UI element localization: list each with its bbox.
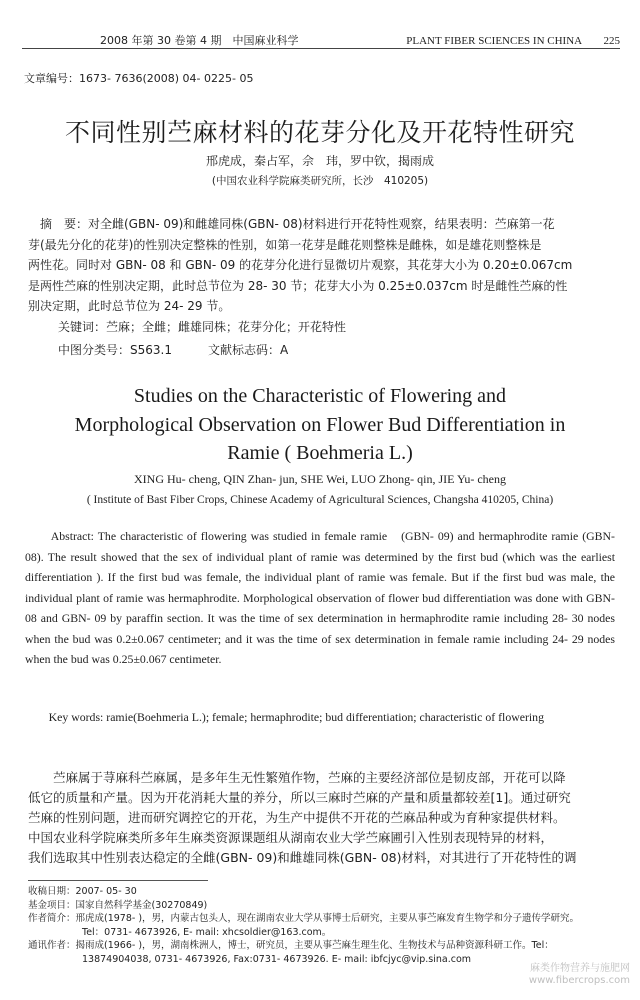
body-line: 低它的质量和产量。因为开花消耗大量的养分，所以三麻时苎麻的产量和质量都较差[1]。通过研究 <box>28 790 571 805</box>
footnote-divider <box>28 880 208 881</box>
abstract-line: 两性花。同时对 GBN- 08 和 GBN- 09 的花芽分化进行显微切片观察，其花芽大小为 0.20±0.067cm <box>28 258 573 272</box>
abstract-line: 摘 要：对全雌(GBN- 09)和雌雄同株(GBN- 08)材料进行开花特性观察，结果表明：苎麻第一花 <box>28 217 555 231</box>
abstract-line: 别决定期，此时总节位为 24- 29 节。 <box>28 299 231 313</box>
journal-issue: 2008 年第 30 卷第 4 期 中国麻业科学 <box>100 34 299 47</box>
running-header <box>22 30 620 49</box>
chinese-affiliation: (中国农业科学院麻类研究所，长沙 410205) <box>211 175 429 187</box>
footnote-corresponding-contact: 13874904038, 0731- 4673926, Fax:0731- 4673926. E- mail: ibfcjyc@vip.sina.com <box>82 953 472 965</box>
classification-number: 中图分类号：S563.1 文献标志码：A <box>58 343 289 357</box>
body-line: 我们选取其中性别表达稳定的全雌(GBN- 09)和雌雄同株(GBN- 08)材料，对其进行了开花特性的调 <box>28 850 577 865</box>
body-line: 中国农业科学院麻类所多年生麻类资源课题组从湖南农业大学苎麻圃引入性别表现特异的材料， <box>28 830 554 845</box>
footnote-funding: 基金项目：国家自然科学基金(30270849) <box>28 899 208 911</box>
journal-name-page: PLANT FIBER SCIENCES IN CHINA 225 <box>406 35 620 47</box>
watermark-title: 麻类作物营养与施肥网 <box>530 963 630 974</box>
watermark-url: www.fibercrops.com <box>528 975 630 986</box>
english-title-line: Ramie ( Boehmeria L.) <box>227 442 413 464</box>
english-title-line: Morphological Observation on Flower Bud Differentiation in <box>74 413 566 436</box>
footnote-received: 收稿日期：2007- 05- 30 <box>28 886 137 897</box>
english-affiliation: ( Institute of Bast Fiber Crops, Chinese Academy of Agricultural Sciences, Changsha 410205, China) <box>86 494 554 506</box>
abstract-line: 是两性苎麻的性别决定期，此时总节位为 28- 30 节；花芽大小为 0.25±0.037cm 时是雌性苎麻的性 <box>28 278 568 293</box>
footnote-corresponding: 通讯作者：揭雨成(1966- )，男，湖南株洲人，博士，研究员，主要从事苎麻生理生化、生物技术与品种资源科研工作。Tel： <box>28 940 554 951</box>
article-number: 文章编号：1673- 7636(2008) 04- 0225- 05 <box>24 72 254 85</box>
english-title <box>0 382 640 468</box>
footnotes <box>28 885 618 966</box>
body-line: 苎麻属于荨麻科苎麻属，是多年生无性繁殖作物，苎麻的主要经济部位是韧皮部，开花可以降 <box>28 770 566 785</box>
english-keywords: Key words: ramie(Boehmeria L.); female; hermaphrodite; bud differentiation; characteristic of flowering <box>25 710 544 724</box>
body-line: 苎麻的性别问题，进而研究调控它的开花，为生产中提供不开花的苎麻品种或为育种家提供材料。 <box>28 810 566 825</box>
footnote-author-contact: Tel：0731- 4673926, E- mail: xhcsoldier@163.com。 <box>82 926 332 938</box>
chinese-keywords: 关键词：苎麻；全雌；雌雄同株；花芽分化；开花特性 <box>58 320 347 334</box>
abstract-line: 芽(最先分化的花芽)的性别决定整株的性别，如第一花芽是雌花则整株是雌株，如是雄花则整株是 <box>28 237 542 252</box>
english-abstract: Abstract: The characteristic of flowering was studied in female ramie (GBN- 09) and hermaphrodite ramie (GBN- 08). The result showed that the sex of individual plant of ramie was determined by the first bud (which was the earliest differentiation ). If the first bud was female, the individual plant of ramie was female. But if the first bud was male, the individual plant of ramie was hermaphrodite. Morphological observation of flower bud differentiation was done with GBN- 08 and GBN- 09 by paraffin section. It was the time of sex determination in hermaphrodite ramie including 28- 30 nodes when the bud was 0.2±0.067 centimeter; and it was the time of sex determination in female ramie including 24- 29 nodes when the bud was 0.25±0.067 centimeter. <box>25 529 615 666</box>
footnote-author: 作者简介：邢虎成(1978- )，男，内蒙古包头人，现在湖南农业大学从事博士后研究，主要从事苎麻发育生物学和分子遗传学研究。 <box>28 913 580 924</box>
english-authors: XING Hu- cheng, QIN Zhan- jun, SHE Wei, LUO Zhong- qin, JIE Yu- cheng <box>134 472 506 486</box>
watermark <box>529 963 630 987</box>
english-title-line: Studies on the Characteristic of Flowering and <box>133 385 507 407</box>
chinese-title: 不同性别苎麻材料的花芽分化及开花特性研究 <box>64 118 575 147</box>
chinese-authors: 邢虎成，秦占军，佘 玮，罗中钦，揭雨成 <box>205 154 434 168</box>
introduction-paragraph <box>28 768 615 868</box>
chinese-abstract <box>28 214 613 317</box>
